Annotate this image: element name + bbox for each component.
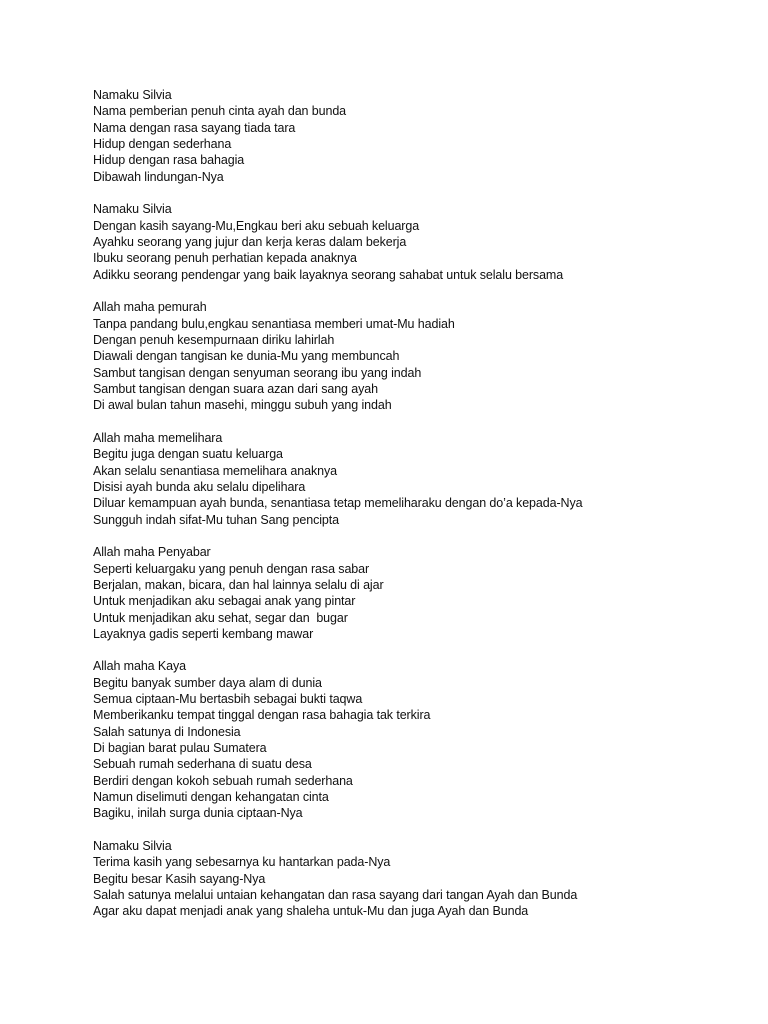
- poem-line: Salah satunya melalui untaian kehangatan dan rasa sayang dari tangan Ayah dan Bunda: [93, 888, 578, 903]
- poem-line: Terima kasih yang sebesarnya ku hantarkan pada-Nya: [93, 855, 391, 870]
- poem-line: Memberikanku tempat tinggal dengan rasa bahagia tak terkira: [93, 708, 431, 723]
- poem-line: Ibuku seorang penuh perhatian kepada anaknya: [93, 251, 357, 266]
- stanza-1: [93, 87, 733, 185]
- poem-line: Berjalan, makan, bicara, dan hal lainnya selalu di ajar: [93, 577, 384, 592]
- poem-line: Berdiri dengan kokoh sebuah rumah sederhana: [93, 773, 353, 788]
- poem-line: Allah maha Penyabar: [93, 545, 211, 560]
- poem-line: Untuk menjadikan aku sehat, segar dan bugar: [93, 610, 348, 625]
- poem-line: Agar aku dapat menjadi anak yang shaleha untuk-Mu dan juga Ayah dan Bunda: [93, 904, 529, 919]
- stanza-2: [93, 201, 733, 283]
- stanza-6: [93, 658, 733, 821]
- poem-line: Diawali dengan tangisan ke dunia-Mu yang membuncah: [93, 349, 400, 364]
- poem-line: Namaku Silvia: [93, 88, 172, 102]
- poem-line: Disisi ayah bunda aku selalu dipelihara: [93, 479, 306, 494]
- poem-line: Dengan kasih sayang-Mu,Engkau beri aku sebuah keluarga: [93, 218, 420, 233]
- poem-line: Sambut tangisan dengan suara azan dari sang ayah: [93, 381, 378, 396]
- poem-line: Nama pemberian penuh cinta ayah dan bunda: [93, 104, 347, 119]
- poem-line: Untuk menjadikan aku sebagai anak yang pintar: [93, 594, 356, 609]
- poem-line: Sambut tangisan dengan senyuman seorang ibu yang indah: [93, 365, 422, 380]
- poem-line: Namaku Silvia: [93, 839, 172, 854]
- poem-line: Begitu juga dengan suatu keluarga: [93, 447, 283, 462]
- poem-line: Bagiku, inilah surga dunia ciptaan-Nya: [93, 806, 303, 821]
- poem-line: Seperti keluargaku yang penuh dengan rasa sabar: [93, 561, 370, 576]
- poem-line: Akan selalu senantiasa memelihara anaknya: [93, 463, 337, 478]
- poem-line: Dibawah lindungan-Nya: [93, 169, 224, 184]
- poem-line: Allah maha memelihara: [93, 430, 223, 445]
- poem-line: Allah maha pemurah: [93, 300, 207, 315]
- poem-line: Allah maha Kaya: [93, 659, 187, 674]
- stanza-5: [93, 544, 733, 642]
- poem-line: Begitu besar Kasih sayang-Nya: [93, 871, 266, 886]
- document-page: [93, 87, 733, 936]
- poem-line: Tanpa pandang bulu,engkau senantiasa memberi umat-Mu hadiah: [93, 316, 455, 331]
- poem-line: Hidup dengan sederhana: [93, 136, 232, 151]
- poem-line: Semua ciptaan-Mu bertasbih sebagai bukti taqwa: [93, 692, 363, 707]
- poem-line: Hidup dengan rasa bahagia: [93, 153, 245, 168]
- poem-line: Di bagian barat pulau Sumatera: [93, 741, 267, 756]
- poem-line: Di awal bulan tahun masehi, minggu subuh yang indah: [93, 398, 392, 413]
- poem-line: Sebuah rumah sederhana di suatu desa: [93, 757, 312, 772]
- poem-line: Sungguh indah sifat-Mu tuhan Sang pencipta: [93, 512, 339, 527]
- stanza-3: [93, 299, 733, 413]
- stanza-7: [93, 838, 733, 920]
- poem-line: Diluar kemampuan ayah bunda, senantiasa tetap memeliharaku dengan do’a kepada-Nya: [93, 496, 583, 511]
- poem-line: Dengan penuh kesempurnaan diriku lahirlah: [93, 332, 335, 347]
- stanza-4: [93, 430, 733, 528]
- poem-line: Salah satunya di Indonesia: [93, 724, 241, 739]
- poem-line: Namaku Silvia: [93, 202, 172, 217]
- poem-line: Namun diselimuti dengan kehangatan cinta: [93, 790, 329, 805]
- poem-line: Ayahku seorang yang jujur dan kerja keras dalam bekerja: [93, 234, 407, 249]
- poem-line: Begitu banyak sumber daya alam di dunia: [93, 675, 322, 690]
- poem-line: Adikku seorang pendengar yang baik layaknya seorang sahabat untuk selalu bersama: [93, 267, 564, 282]
- poem-line: Nama dengan rasa sayang tiada tara: [93, 120, 296, 135]
- poem-line: Layaknya gadis seperti kembang mawar: [93, 626, 314, 641]
